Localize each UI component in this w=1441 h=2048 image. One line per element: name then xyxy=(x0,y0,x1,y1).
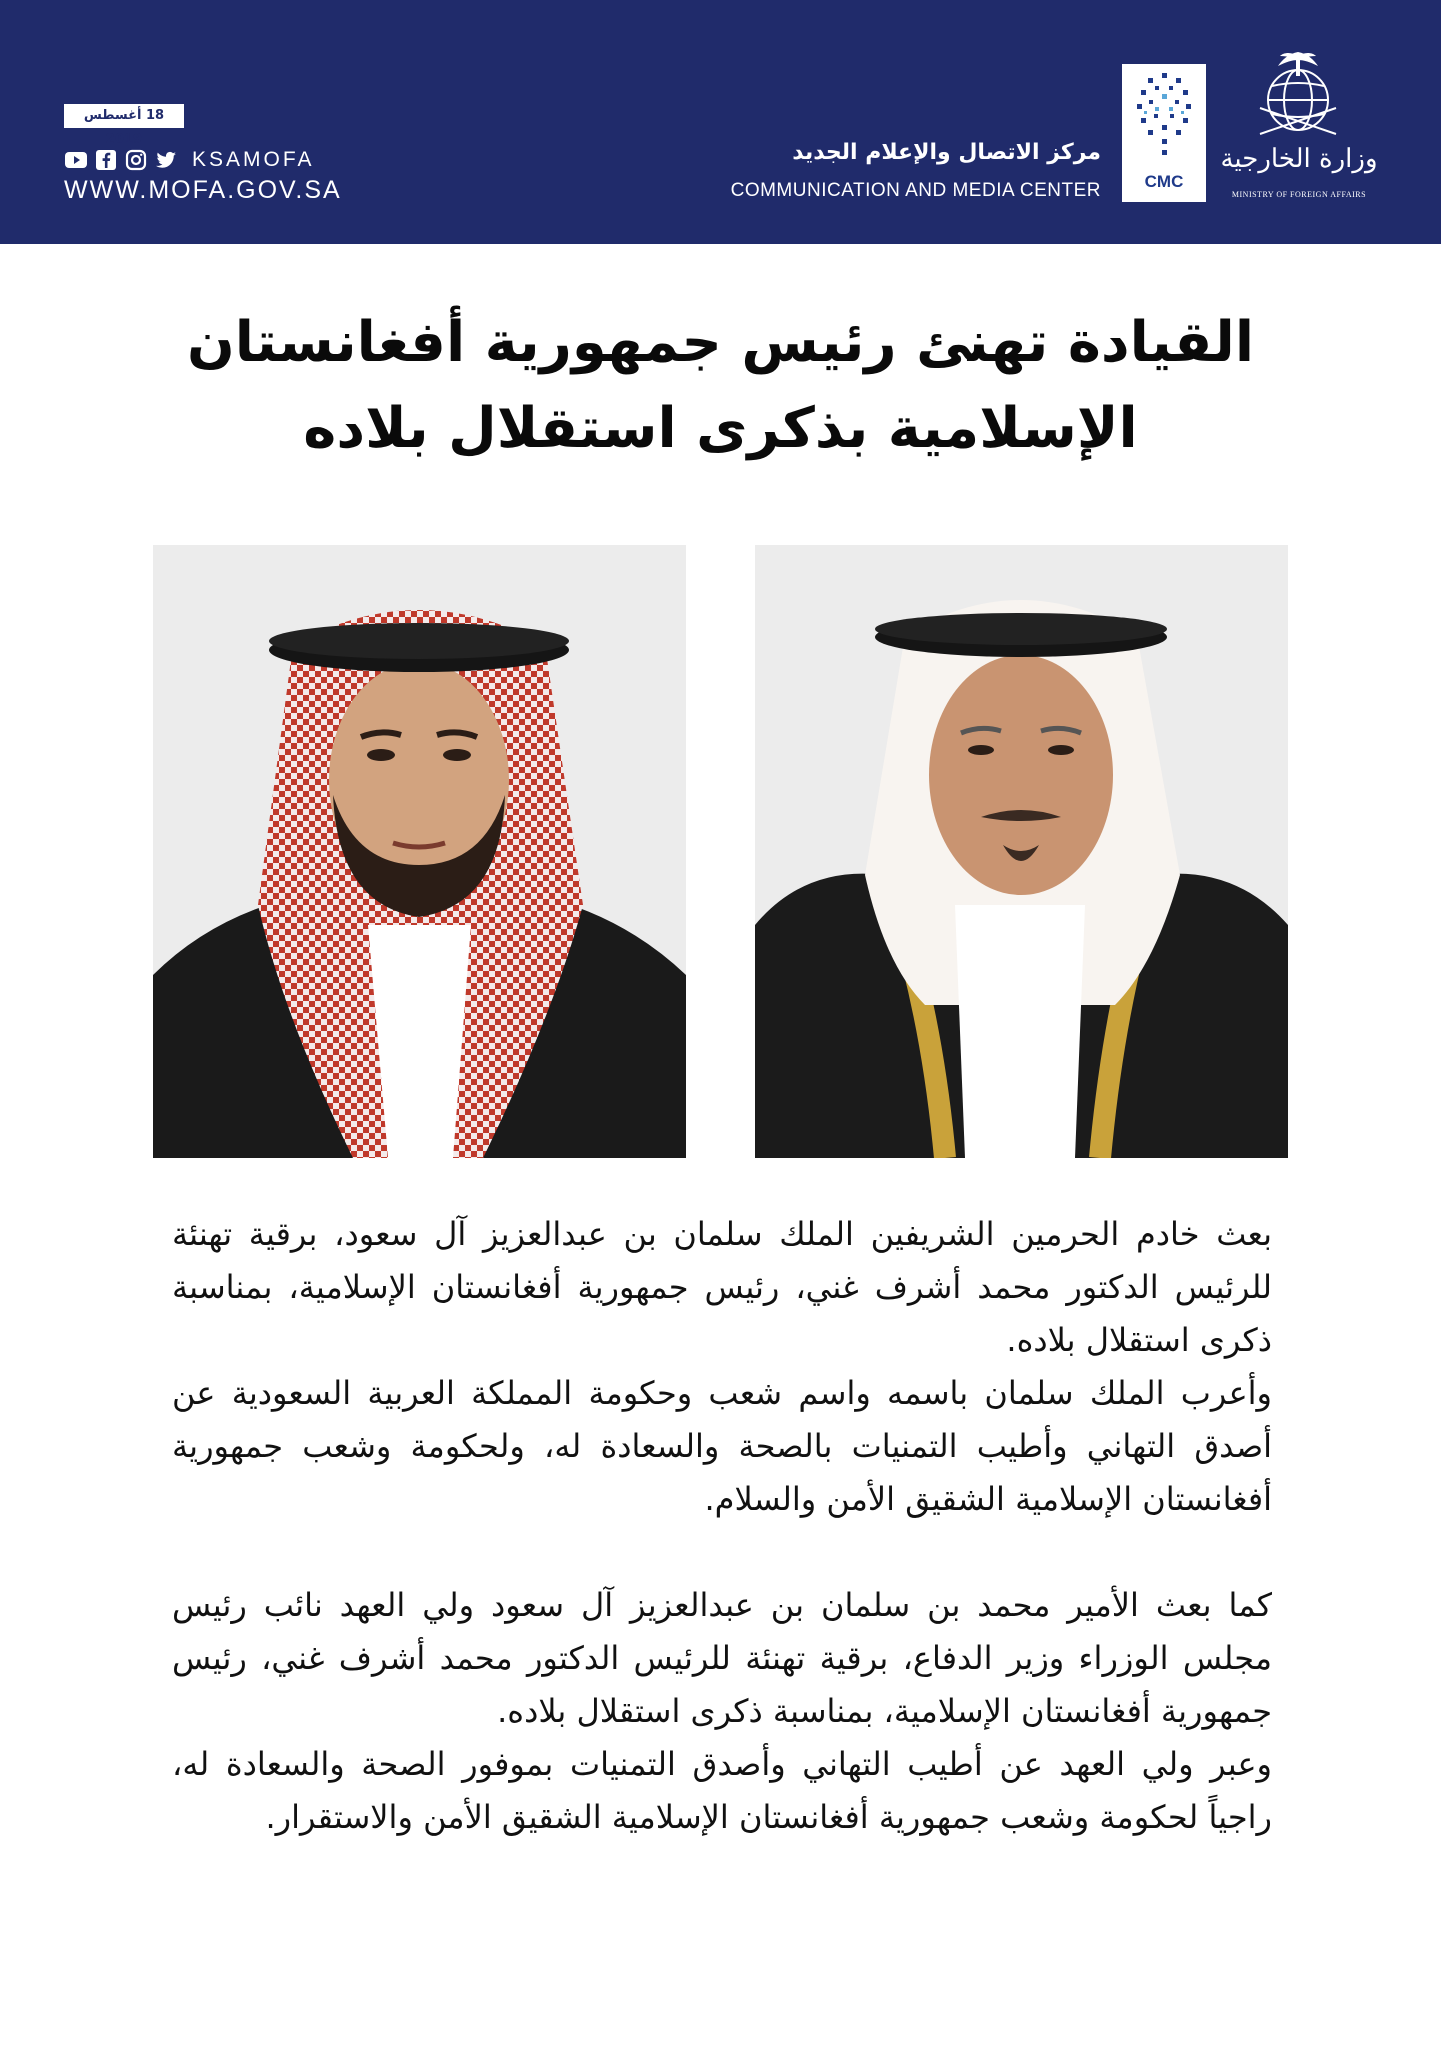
crown-prince-portrait xyxy=(153,545,686,1158)
cmc-name-arabic: مركز الاتصال والإعلام الجديد xyxy=(792,140,1101,165)
cmc-logo-text: CMC xyxy=(1144,172,1184,191)
cmc-name-english: COMMUNICATION AND MEDIA CENTER xyxy=(730,180,1101,201)
article-paragraph: كما بعث الأمير محمد بن سلمان بن عبدالعزيز آل سعود ولي العهد نائب رئيس مجلس الوزراء وزير الدفاع، برقية تهنئة للرئيس الدكتور محمد أشرف غني، رئيس جمهورية أفغانستان الإسلامية، بمناسبة ذكرى استقلال بلاده. xyxy=(172,1586,1272,1730)
cmc-logo xyxy=(1122,64,1206,202)
article-paragraph: وأعرب الملك سلمان باسمه واسم شعب وحكومة المملكة العربية السعودية عن أصدق التهاني وأطيب التمنيات بالصحة والسعادة له، ولحكومة وشعب جمهورية أفغانستان الإسلامية الشقيق الأمن والسلام. xyxy=(172,1374,1272,1518)
article-paragraph: بعث خادم الحرمين الشريفين الملك سلمان بن عبدالعزيز آل سعود، برقية تهنئة للرئيس الدكتور محمد أشرف غني، رئيس جمهورية أفغانستان الإسلامية، بمناسبة ذكرى استقلال بلاده. xyxy=(172,1215,1272,1359)
headline-line-2: الإسلامية بذكرى استقلال بلاده xyxy=(303,396,1138,461)
paragraph-spacer xyxy=(172,1526,1272,1579)
ministry-name-arabic: وزارة الخارجية xyxy=(1220,144,1378,174)
social-handle[interactable]: KSAMOFA xyxy=(192,148,315,171)
ministry-emblem-icon xyxy=(1248,48,1348,148)
website-link[interactable]: WWW.MOFA.GOV.SA xyxy=(64,176,342,204)
ministry-name-english: MINISTRY OF FOREIGN AFFAIRS xyxy=(1231,190,1367,199)
twitter-icon[interactable] xyxy=(154,148,178,172)
king-portrait xyxy=(755,545,1288,1158)
article-body xyxy=(172,1208,1272,1844)
social-links xyxy=(64,146,315,174)
headline-line-1: القيادة تهنئ رئيس جمهورية أفغانستان xyxy=(186,310,1255,375)
facebook-icon[interactable] xyxy=(94,148,118,172)
cmc-logo-mark-icon xyxy=(1122,64,1206,164)
headline xyxy=(100,300,1341,472)
header-banner xyxy=(0,0,1441,244)
article-paragraph: وعبر ولي العهد عن أطيب التهاني وأصدق التمنيات بموفور الصحة والسعادة له، راجياً لحكومة وشعب جمهورية أفغانستان الإسلامية الشقيق الأمن والاستقرار. xyxy=(172,1745,1272,1836)
date-label: 18 أغسطس 2019 xyxy=(64,104,184,128)
youtube-icon[interactable] xyxy=(64,148,88,172)
instagram-icon[interactable] xyxy=(124,148,148,172)
